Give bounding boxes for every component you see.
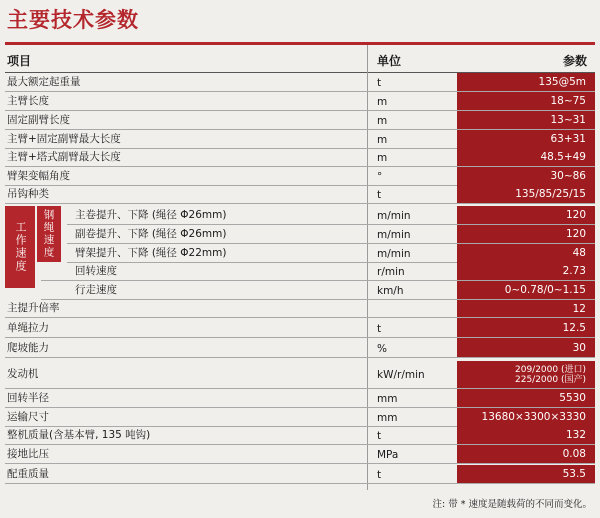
row-name: 行走速度 xyxy=(75,284,117,296)
row-name: 主臂+塔式副臂最大长度 xyxy=(7,151,121,163)
table-row xyxy=(5,338,595,358)
row-name: 回转半径 xyxy=(7,392,49,404)
row-name: 臂架变幅角度 xyxy=(7,170,70,182)
row-name: 配重质量 xyxy=(7,468,49,480)
row-unit: m xyxy=(377,96,388,108)
row-value: 30~86 xyxy=(457,167,595,185)
row-unit: t xyxy=(377,77,382,89)
rope-speed-row xyxy=(5,225,595,244)
header-params: 参数 xyxy=(562,54,587,68)
page-title: 主要技术参数 xyxy=(7,8,139,32)
table-row xyxy=(5,465,595,484)
row-value: 2.73 xyxy=(457,262,595,280)
row-name: 运输尺寸 xyxy=(7,411,49,423)
row-name: 整机质量(含基本臂, 135 吨钩) xyxy=(7,429,151,441)
footnote: 注: 带 * 速度是随载荷的不同而变化。 xyxy=(432,499,592,510)
row-value: 48.5+49 xyxy=(457,148,595,166)
row-name: 接地比压 xyxy=(7,448,49,460)
row-name: 最大额定起重量 xyxy=(7,76,81,88)
row-unit: m/min xyxy=(377,210,411,222)
row-value: 13680×3300×3330 xyxy=(457,408,595,426)
header-item: 项目 xyxy=(7,54,32,68)
row-name: 固定副臂长度 xyxy=(7,114,70,126)
row-value: 5530 xyxy=(457,389,595,407)
row-value: 135/85/25/15 xyxy=(457,185,595,203)
row-value: 135@5m xyxy=(457,73,595,91)
row-value: 120 xyxy=(457,225,595,243)
table-row xyxy=(5,300,595,318)
row-name: 主臂+固定副臂最大长度 xyxy=(7,133,121,145)
row-value: 53.5 xyxy=(457,465,595,483)
row-value: 13~31 xyxy=(457,111,595,129)
table-row xyxy=(5,185,595,204)
row-name: 爬坡能力 xyxy=(7,342,49,354)
table-row xyxy=(5,148,595,167)
row-name: 副卷提升、下降 (绳径 Φ26mm) xyxy=(75,228,227,240)
table-header xyxy=(5,45,595,73)
table-row xyxy=(5,318,595,338)
row-value: 30 xyxy=(457,338,595,357)
table-row xyxy=(5,445,595,464)
row-name: 臂架提升、下降 (绳径 Φ22mm) xyxy=(75,247,227,259)
header-unit: 单位 xyxy=(377,54,402,68)
row-unit: r/min xyxy=(377,266,405,278)
row-value: 12.5 xyxy=(457,318,595,337)
work-speed-label: 工作速度 xyxy=(5,206,35,288)
row-unit: mm xyxy=(377,393,398,405)
rope-speed-label: 钢绳速度 xyxy=(37,206,61,262)
row-unit: m xyxy=(377,152,388,164)
row-value: 0~0.78/0~1.15 xyxy=(457,281,595,299)
row-name: 主臂长度 xyxy=(7,95,49,107)
row-unit: m xyxy=(377,115,388,127)
work-speed-row xyxy=(5,262,595,281)
table-row xyxy=(5,92,595,111)
row-value: 63+31 xyxy=(457,130,595,148)
engine-row xyxy=(5,361,595,389)
table-row xyxy=(5,167,595,186)
row-value: 0.08 xyxy=(457,445,595,463)
row-value: 120 xyxy=(457,206,595,224)
rope-speed-row xyxy=(5,206,595,225)
row-name: 回转速度 xyxy=(75,265,117,277)
engine-value-imported: 209/2000 (进口) xyxy=(515,364,586,375)
row-unit: km/h xyxy=(377,285,404,297)
row-value: 48 xyxy=(457,244,595,262)
row-unit: % xyxy=(377,343,387,355)
row-unit: t xyxy=(377,430,382,442)
row-name: 单绳拉力 xyxy=(7,322,49,334)
row-unit: m/min xyxy=(377,229,411,241)
row-unit: t xyxy=(377,323,382,335)
rope-speed-row xyxy=(5,244,595,263)
row-unit: ° xyxy=(377,171,383,183)
engine-value-domestic: 225/2000 (国产) xyxy=(515,374,586,385)
row-name: 吊钩种类 xyxy=(7,188,49,200)
row-unit: kW/r/min xyxy=(377,369,425,381)
row-name: 主提升倍率 xyxy=(7,302,60,314)
row-value xyxy=(457,361,595,388)
row-value: 18~75 xyxy=(457,92,595,110)
row-value: 132 xyxy=(457,426,595,444)
row-unit: MPa xyxy=(377,449,399,461)
table-row xyxy=(5,130,595,149)
row-value: 12 xyxy=(457,300,595,317)
table-row xyxy=(5,111,595,130)
row-unit: m/min xyxy=(377,248,411,260)
table-row xyxy=(5,73,595,92)
row-unit: t xyxy=(377,189,382,201)
row-name: 发动机 xyxy=(7,368,39,380)
row-unit: mm xyxy=(377,412,398,424)
row-unit: m xyxy=(377,134,388,146)
work-speed-row xyxy=(5,281,595,300)
row-unit: t xyxy=(377,469,382,481)
table-row xyxy=(5,426,595,445)
table-row xyxy=(5,389,595,408)
row-name: 主卷提升、下降 (绳径 Φ26mm) xyxy=(75,209,227,221)
table-row xyxy=(5,408,595,427)
